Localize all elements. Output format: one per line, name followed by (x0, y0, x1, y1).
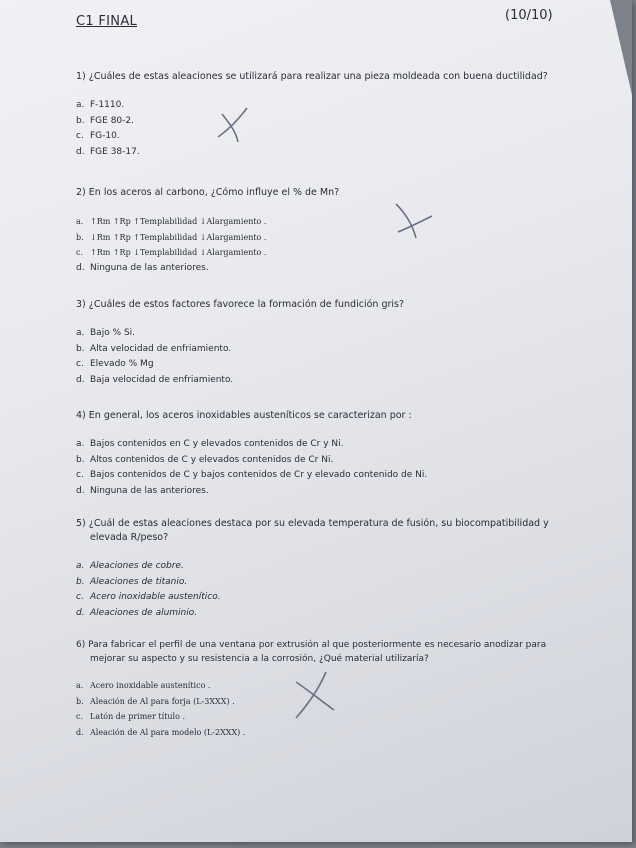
option-b: b. FGE 80-2. (76, 115, 134, 126)
option-a: a. Aleaciones de cobre. (76, 561, 184, 571)
question-text: 4) En general, los aceros inoxidables austeníticos se caracterizan por : (76, 410, 412, 421)
question-text: 1) ¿Cuáles de estas aleaciones se utilizará para realizar una pieza moldeada con buena ductilidad? (76, 71, 548, 82)
question-4 (76, 409, 556, 499)
option-c: c. Latón de primer título . (76, 712, 185, 721)
question-text: 5) ¿Cuál de estas aleaciones destaca por su elevada temperatura de fusión, su biocompatibilidad y elevada R/peso? (76, 518, 549, 543)
option-a: a. Bajo % Si. (76, 328, 136, 338)
option-c: c. Acero inoxidable austenítico. (76, 592, 221, 602)
question-5 (76, 517, 554, 621)
option-c: c. FG-10. (76, 131, 120, 141)
question-3 (76, 298, 556, 388)
page-corner (610, 0, 632, 95)
option-d: d. Aleaciones de aluminio. (76, 607, 198, 618)
question-1 (76, 70, 556, 160)
option-a: a. Bajos contenidos en C y elevados contenidos de Cr y Ni. (76, 439, 344, 449)
option-d: d. FGE 38-17. (76, 146, 140, 157)
option-c: c. Elevado % Mg (76, 359, 154, 369)
question-text: 2) En los aceros al carbono, ¿Cómo influye el % de Mn? (76, 187, 340, 198)
option-a: a. Acero inoxidable austenítico . (76, 681, 211, 690)
option-b: b. Alta velocidad de enfriamiento. (76, 343, 232, 354)
question-text: 3) ¿Cuáles de estos factores favorece la formación de fundición gris? (76, 299, 405, 310)
option-c: c. Bajos contenidos de C y bajos contenidos de Cr y elevado contenido de Ni. (76, 470, 428, 480)
question-text: 6) Para fabricar el perfil de una ventana por extrusión al que posteriormente es necesario anodizar para mejorar su aspecto y su resistencia a la corrosión, ¿Qué material utilizaría? (76, 640, 547, 664)
option-d: d. Ninguna de las anteriores. (76, 485, 209, 496)
option-a: a. ↑Rm ↑Rp ↑Templabilidad ↓Alargamiento . (76, 217, 267, 226)
option-b: b. Altos contenidos de C y elevados contenidos de Cr Ni. (76, 454, 334, 465)
question-2 (76, 186, 556, 276)
option-b: b. ↓Rm ↑Rp ↑Templabilidad ↓Alargamiento . (76, 232, 267, 242)
option-d: d. Baja velocidad de enfriamiento. (76, 374, 234, 385)
exam-title: C1 FINAL (76, 14, 138, 29)
option-b: b. Aleaciones de titanio. (76, 576, 188, 587)
question-6 (76, 638, 556, 740)
option-b: b. Aleación de Al para forja (L-3XXX) . (76, 696, 235, 706)
exam-score: (10/10) (505, 8, 553, 23)
option-d: d. Ninguna de las anteriores. (76, 262, 209, 273)
option-c: c. ↑Rm ↑Rp ↓Templabilidad ↓Alargamiento . (76, 248, 267, 257)
option-d: d. Aleación de Al para modelo (L-2XXX) . (76, 727, 246, 737)
option-a: a. F-1110. (76, 100, 125, 110)
